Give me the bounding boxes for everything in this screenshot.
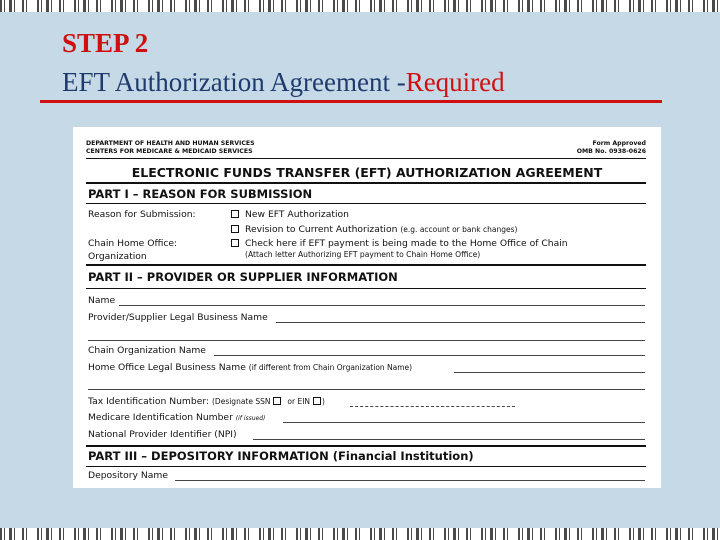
slide-title-text: EFT Authorization Agreement - [62,67,406,97]
department-line: DEPARTMENT OF HEALTH AND HUMAN SERVICES [86,140,255,147]
checkbox-icon [231,239,239,247]
chain-label-line1: Chain Home Office: [88,238,178,249]
centers-line: CENTERS FOR MEDICARE & MEDICAID SERVICES [86,148,253,155]
legal-name-label: Provider/Supplier Legal Business Name [88,312,268,323]
checkbox-icon [231,210,239,218]
home-office-label [88,362,412,373]
home-office-note: (if different from Chain Organization Name) [248,363,413,372]
home-office-name-label: Home Office Legal Business Name [88,362,246,373]
divider [86,182,646,184]
part1-heading: PART I – REASON FOR SUBMISSION [88,187,313,201]
name-line [119,305,645,306]
npi-label: National Provider Identifier (NPI) [88,429,237,440]
omb-header [577,140,646,156]
slide-title [62,67,505,98]
depository-name-label: Depository Name [88,470,168,481]
checkbox-icon [313,397,321,405]
part2-heading: PART II – PROVIDER OR SUPPLIER INFORMATION [88,270,398,284]
divider [86,288,646,289]
divider [86,445,646,447]
chain-org-name-label: Chain Organization Name [88,345,206,356]
medicare-id-row [88,412,265,423]
medicare-note: (if issued) [235,415,266,422]
medicare-id-label: Medicare Identification Number [88,412,233,423]
revision-note: (e.g. account or bank changes) [400,225,518,234]
legal-name-line-2 [88,340,645,341]
checkbox-icon [273,397,281,405]
tax-id-row [88,396,325,407]
form-title: ELECTRONIC FUNDS TRANSFER (EFT) AUTHORIZATION AGREEMENT [131,165,603,180]
home-office-line [454,372,645,373]
chain-org-name-line [214,355,645,356]
divider [86,264,646,266]
divider [86,203,646,204]
title-underline [40,100,662,103]
slide-title-required: Required [405,67,505,97]
tax-note-close: ) [321,397,325,406]
tax-ein-note: or EIN [287,397,311,406]
chain-option [231,238,568,249]
tax-id-label: Tax Identification Number: [88,396,210,407]
tax-id-line [350,406,515,407]
npi-line [253,439,645,440]
form-approved-line: Form Approved [592,140,646,147]
medicare-id-line [283,422,645,423]
home-office-line-2 [88,389,645,390]
chain-option-note: (Attach letter Authorizing EFT payment to Chain Home Office) [245,250,481,259]
eft-form-image [73,127,661,488]
name-label: Name [88,295,116,306]
reason-label: Reason for Submission: [88,209,196,220]
part3-heading: PART III – DEPOSITORY INFORMATION (Financial Institution) [88,449,474,463]
divider [86,158,646,159]
chain-label-line2: Organization [88,251,147,262]
tax-ssn-note: (Designate SSN [212,397,271,406]
slide-step-label: STEP 2 [62,28,149,58]
checkbox-icon [231,225,239,233]
legal-name-line [276,322,645,323]
revision-option [231,224,517,235]
new-eft-option [231,209,349,220]
new-eft-label: New EFT Authorization [245,209,349,220]
chain-option-label: Check here if EFT payment is being made to the Home Office of Chain [245,238,568,249]
revision-label: Revision to Current Authorization [245,224,398,235]
top-barcode-decoration [0,0,720,12]
department-header [86,140,255,156]
omb-number-line: OMB No. 0938-0626 [576,148,646,155]
bottom-barcode-decoration [0,528,720,540]
divider [86,466,646,467]
depository-name-line [175,480,645,481]
